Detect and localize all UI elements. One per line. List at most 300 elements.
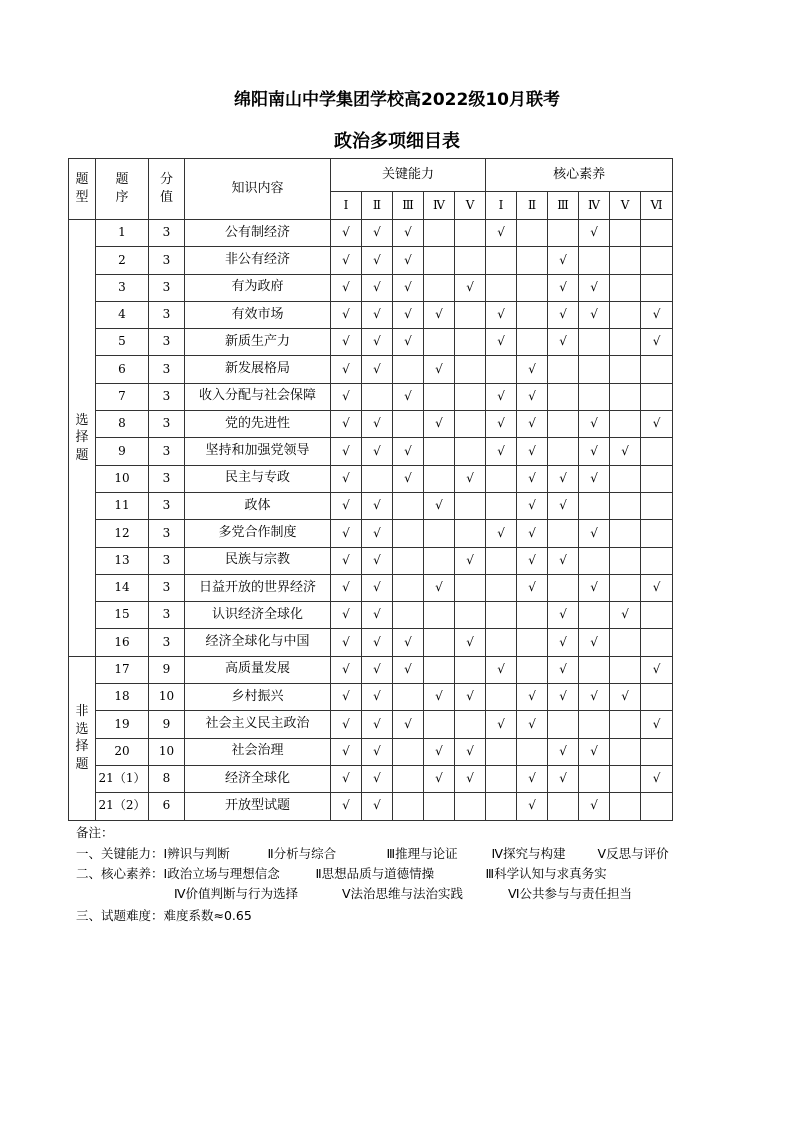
check-mark: √ — [641, 656, 673, 683]
empty-cell — [579, 547, 610, 574]
empty-cell — [610, 329, 641, 356]
check-mark: √ — [548, 547, 579, 574]
empty-cell — [393, 411, 424, 438]
check-mark: √ — [579, 574, 610, 601]
empty-cell — [455, 492, 486, 519]
table-row — [69, 492, 673, 519]
row-content: 新发展格局 — [185, 356, 331, 383]
row-seq: 4 — [96, 301, 149, 328]
check-mark: √ — [331, 383, 362, 410]
check-mark: √ — [548, 684, 579, 711]
row-content: 有效市场 — [185, 301, 331, 328]
empty-cell — [424, 793, 455, 820]
empty-cell — [610, 247, 641, 274]
row-score: 3 — [149, 492, 185, 519]
check-mark: √ — [424, 684, 455, 711]
check-mark: √ — [548, 765, 579, 792]
row-score: 3 — [149, 438, 185, 465]
ability-item-5: Ⅴ反思与评价 — [597, 846, 669, 861]
row-seq: 21（1） — [96, 765, 149, 792]
empty-cell — [641, 602, 673, 629]
group-label: 非选择题 — [69, 656, 96, 820]
empty-cell — [548, 220, 579, 247]
check-mark: √ — [455, 547, 486, 574]
row-seq: 11 — [96, 492, 149, 519]
check-mark: √ — [331, 247, 362, 274]
check-mark: √ — [362, 602, 393, 629]
check-mark: √ — [424, 356, 455, 383]
empty-cell — [517, 656, 548, 683]
check-mark: √ — [517, 411, 548, 438]
check-mark: √ — [641, 301, 673, 328]
check-mark: √ — [517, 574, 548, 601]
check-mark: √ — [455, 274, 486, 301]
empty-cell — [548, 356, 579, 383]
check-mark: √ — [548, 656, 579, 683]
check-mark: √ — [517, 465, 548, 492]
check-mark: √ — [424, 738, 455, 765]
table-row — [69, 247, 673, 274]
row-content: 非公有经济 — [185, 247, 331, 274]
check-mark: √ — [393, 274, 424, 301]
table-row — [69, 465, 673, 492]
table-row — [69, 220, 673, 247]
notes-difficulty: 三、试题难度：难度系数≈0.65 — [76, 908, 252, 923]
empty-cell — [393, 520, 424, 547]
table-row — [69, 547, 673, 574]
check-mark: √ — [579, 465, 610, 492]
row-content: 经济全球化与中国 — [185, 629, 331, 656]
empty-cell — [548, 711, 579, 738]
row-content: 开放型试题 — [185, 793, 331, 820]
empty-cell — [579, 711, 610, 738]
check-mark: √ — [579, 301, 610, 328]
empty-cell — [393, 492, 424, 519]
empty-cell — [424, 711, 455, 738]
check-mark: √ — [362, 765, 393, 792]
row-seq: 19 — [96, 711, 149, 738]
row-content: 坚持和加强党领导 — [185, 438, 331, 465]
row-content: 经济全球化 — [185, 765, 331, 792]
empty-cell — [579, 247, 610, 274]
empty-cell — [424, 547, 455, 574]
ability-col-2: Ⅱ — [362, 192, 393, 220]
row-seq: 1 — [96, 220, 149, 247]
row-score: 3 — [149, 574, 185, 601]
empty-cell — [548, 520, 579, 547]
check-mark: √ — [362, 247, 393, 274]
ability-item-1: Ⅰ辨识与判断 — [163, 846, 230, 861]
row-content: 民主与专政 — [185, 465, 331, 492]
empty-cell — [641, 465, 673, 492]
table-row — [69, 329, 673, 356]
check-mark: √ — [362, 356, 393, 383]
check-mark: √ — [362, 738, 393, 765]
empty-cell — [610, 383, 641, 410]
row-seq: 21（2） — [96, 793, 149, 820]
row-content: 高质量发展 — [185, 656, 331, 683]
row-content: 民族与宗教 — [185, 547, 331, 574]
empty-cell — [486, 492, 517, 519]
empty-cell — [579, 356, 610, 383]
empty-cell — [455, 520, 486, 547]
empty-cell — [641, 738, 673, 765]
empty-cell — [424, 465, 455, 492]
empty-cell — [548, 411, 579, 438]
check-mark: √ — [331, 520, 362, 547]
empty-cell — [548, 383, 579, 410]
group-label: 选择题 — [69, 220, 96, 657]
empty-cell — [393, 765, 424, 792]
empty-cell — [424, 656, 455, 683]
empty-cell — [393, 738, 424, 765]
empty-cell — [517, 329, 548, 356]
check-mark: √ — [455, 738, 486, 765]
check-mark: √ — [362, 629, 393, 656]
header-seq: 题序 — [96, 159, 149, 220]
check-mark: √ — [641, 574, 673, 601]
empty-cell — [393, 793, 424, 820]
empty-cell — [455, 329, 486, 356]
check-mark: √ — [579, 438, 610, 465]
empty-cell — [455, 438, 486, 465]
literacy-col-3: Ⅲ — [548, 192, 579, 220]
empty-cell — [610, 656, 641, 683]
row-content: 认识经济全球化 — [185, 602, 331, 629]
check-mark: √ — [610, 438, 641, 465]
check-mark: √ — [486, 711, 517, 738]
row-score: 10 — [149, 738, 185, 765]
check-mark: √ — [455, 629, 486, 656]
check-mark: √ — [424, 492, 455, 519]
check-mark: √ — [362, 711, 393, 738]
empty-cell — [455, 356, 486, 383]
check-mark: √ — [517, 438, 548, 465]
table-row — [69, 520, 673, 547]
check-mark: √ — [362, 329, 393, 356]
check-mark: √ — [362, 684, 393, 711]
check-mark: √ — [517, 765, 548, 792]
empty-cell — [424, 383, 455, 410]
empty-cell — [641, 520, 673, 547]
notes-literacy — [76, 864, 607, 882]
empty-cell — [610, 793, 641, 820]
check-mark: √ — [362, 574, 393, 601]
literacy-col-1: Ⅰ — [486, 192, 517, 220]
literacy-item-2: Ⅱ思想品质与道德情操 — [315, 866, 435, 881]
row-score: 3 — [149, 247, 185, 274]
row-content: 收入分配与社会保障 — [185, 383, 331, 410]
empty-cell — [610, 629, 641, 656]
row-score: 3 — [149, 356, 185, 383]
notes-label: 备注： — [76, 825, 114, 840]
row-score: 9 — [149, 656, 185, 683]
check-mark: √ — [486, 301, 517, 328]
check-mark: √ — [362, 547, 393, 574]
check-mark: √ — [362, 411, 393, 438]
check-mark: √ — [331, 711, 362, 738]
row-score: 3 — [149, 220, 185, 247]
row-content: 有为政府 — [185, 274, 331, 301]
empty-cell — [579, 492, 610, 519]
row-seq: 8 — [96, 411, 149, 438]
empty-cell — [517, 274, 548, 301]
table-row — [69, 738, 673, 765]
empty-cell — [424, 438, 455, 465]
check-mark: √ — [331, 274, 362, 301]
check-mark: √ — [393, 711, 424, 738]
row-seq: 2 — [96, 247, 149, 274]
check-mark: √ — [455, 765, 486, 792]
header-score: 分值 — [149, 159, 185, 220]
check-mark: √ — [362, 656, 393, 683]
check-mark: √ — [517, 684, 548, 711]
check-mark: √ — [331, 765, 362, 792]
empty-cell — [641, 629, 673, 656]
empty-cell — [610, 492, 641, 519]
check-mark: √ — [517, 356, 548, 383]
empty-cell — [610, 574, 641, 601]
empty-cell — [641, 247, 673, 274]
document-subtitle: 政治多项细目表 — [334, 131, 460, 152]
row-score: 3 — [149, 520, 185, 547]
row-content: 社会主义民主政治 — [185, 711, 331, 738]
check-mark: √ — [393, 220, 424, 247]
empty-cell — [517, 247, 548, 274]
check-mark: √ — [517, 520, 548, 547]
row-seq: 17 — [96, 656, 149, 683]
check-mark: √ — [393, 465, 424, 492]
empty-cell — [641, 438, 673, 465]
literacy-item-3: Ⅲ科学认知与求真务实 — [485, 866, 607, 881]
check-mark: √ — [548, 602, 579, 629]
empty-cell — [455, 220, 486, 247]
check-mark: √ — [331, 738, 362, 765]
empty-cell — [548, 793, 579, 820]
row-score: 3 — [149, 411, 185, 438]
row-seq: 13 — [96, 547, 149, 574]
check-mark: √ — [393, 247, 424, 274]
check-mark: √ — [579, 411, 610, 438]
empty-cell — [610, 301, 641, 328]
check-mark: √ — [486, 383, 517, 410]
check-mark: √ — [362, 793, 393, 820]
check-mark: √ — [362, 274, 393, 301]
check-mark: √ — [331, 356, 362, 383]
row-content: 新质生产力 — [185, 329, 331, 356]
row-seq: 20 — [96, 738, 149, 765]
notes-literacy-cont — [174, 884, 632, 902]
empty-cell — [486, 274, 517, 301]
empty-cell — [610, 356, 641, 383]
row-content: 政体 — [185, 492, 331, 519]
check-mark: √ — [393, 438, 424, 465]
empty-cell — [424, 247, 455, 274]
table-row — [69, 383, 673, 410]
table-row — [69, 684, 673, 711]
empty-cell — [486, 465, 517, 492]
empty-cell — [424, 274, 455, 301]
empty-cell — [455, 301, 486, 328]
empty-cell — [486, 247, 517, 274]
notes-ability-label: 一、关键能力： — [76, 846, 164, 861]
table-row — [69, 301, 673, 328]
empty-cell — [486, 629, 517, 656]
row-content: 公有制经济 — [185, 220, 331, 247]
check-mark: √ — [517, 492, 548, 519]
empty-cell — [641, 274, 673, 301]
row-seq: 6 — [96, 356, 149, 383]
empty-cell — [393, 602, 424, 629]
check-mark: √ — [548, 274, 579, 301]
check-mark: √ — [641, 765, 673, 792]
empty-cell — [455, 247, 486, 274]
empty-cell — [486, 547, 517, 574]
check-mark: √ — [393, 383, 424, 410]
empty-cell — [393, 356, 424, 383]
check-mark: √ — [424, 411, 455, 438]
row-seq: 12 — [96, 520, 149, 547]
empty-cell — [486, 574, 517, 601]
empty-cell — [610, 520, 641, 547]
table-row — [69, 765, 673, 792]
empty-cell — [393, 547, 424, 574]
empty-cell — [610, 711, 641, 738]
literacy-col-2: Ⅱ — [517, 192, 548, 220]
empty-cell — [579, 765, 610, 792]
empty-cell — [610, 274, 641, 301]
check-mark: √ — [362, 492, 393, 519]
check-mark: √ — [579, 220, 610, 247]
notes-ability — [76, 844, 669, 862]
check-mark: √ — [331, 684, 362, 711]
check-mark: √ — [331, 329, 362, 356]
ability-col-5: Ⅴ — [455, 192, 486, 220]
literacy-item-5: Ⅴ法治思维与法治实践 — [342, 886, 464, 901]
table-row — [69, 356, 673, 383]
check-mark: √ — [548, 301, 579, 328]
table-row — [69, 574, 673, 601]
ability-col-3: Ⅲ — [393, 192, 424, 220]
row-score: 3 — [149, 629, 185, 656]
empty-cell — [424, 220, 455, 247]
check-mark: √ — [331, 547, 362, 574]
check-mark: √ — [641, 329, 673, 356]
check-mark: √ — [331, 301, 362, 328]
row-score: 3 — [149, 274, 185, 301]
literacy-item-6: Ⅵ公共参与与责任担当 — [508, 886, 633, 901]
check-mark: √ — [424, 301, 455, 328]
check-mark: √ — [424, 765, 455, 792]
ability-item-3: Ⅲ推理与论证 — [386, 846, 458, 861]
row-seq: 16 — [96, 629, 149, 656]
check-mark: √ — [548, 629, 579, 656]
table-row — [69, 711, 673, 738]
empty-cell — [641, 793, 673, 820]
empty-cell — [486, 738, 517, 765]
row-seq: 15 — [96, 602, 149, 629]
header-core-literacy: 核心素养 — [486, 159, 673, 192]
empty-cell — [424, 329, 455, 356]
empty-cell — [455, 656, 486, 683]
empty-cell — [455, 411, 486, 438]
check-mark: √ — [362, 438, 393, 465]
empty-cell — [455, 383, 486, 410]
row-score: 3 — [149, 329, 185, 356]
check-mark: √ — [579, 629, 610, 656]
ability-item-4: Ⅳ探究与构建 — [491, 846, 566, 861]
header-type: 题型 — [69, 159, 96, 220]
literacy-col-5: Ⅴ — [610, 192, 641, 220]
check-mark: √ — [331, 602, 362, 629]
check-mark: √ — [641, 711, 673, 738]
check-mark: √ — [455, 684, 486, 711]
check-mark: √ — [393, 629, 424, 656]
empty-cell — [548, 438, 579, 465]
literacy-item-1: Ⅰ政治立场与理想信念 — [163, 866, 280, 881]
check-mark: √ — [517, 383, 548, 410]
empty-cell — [455, 602, 486, 629]
check-mark: √ — [331, 492, 362, 519]
empty-cell — [610, 547, 641, 574]
ability-item-2: Ⅱ分析与综合 — [267, 846, 337, 861]
check-mark: √ — [424, 574, 455, 601]
row-score: 6 — [149, 793, 185, 820]
row-seq: 14 — [96, 574, 149, 601]
check-mark: √ — [362, 301, 393, 328]
check-mark: √ — [548, 247, 579, 274]
check-mark: √ — [486, 329, 517, 356]
literacy-item-4: Ⅳ价值判断与行为选择 — [174, 886, 299, 901]
row-content: 党的先进性 — [185, 411, 331, 438]
row-content: 日益开放的世界经济 — [185, 574, 331, 601]
check-mark: √ — [610, 602, 641, 629]
check-mark: √ — [579, 738, 610, 765]
empty-cell — [486, 684, 517, 711]
row-content: 乡村振兴 — [185, 684, 331, 711]
check-mark: √ — [548, 329, 579, 356]
check-mark: √ — [362, 220, 393, 247]
empty-cell — [641, 356, 673, 383]
empty-cell — [486, 602, 517, 629]
header-key-ability: 关键能力 — [331, 159, 486, 192]
row-score: 3 — [149, 547, 185, 574]
row-score: 3 — [149, 465, 185, 492]
row-content: 多党合作制度 — [185, 520, 331, 547]
check-mark: √ — [331, 574, 362, 601]
empty-cell — [517, 301, 548, 328]
check-mark: √ — [486, 411, 517, 438]
check-mark: √ — [331, 220, 362, 247]
notes-literacy-label: 二、核心素养： — [76, 866, 164, 881]
check-mark: √ — [486, 220, 517, 247]
row-seq: 18 — [96, 684, 149, 711]
empty-cell — [641, 383, 673, 410]
check-mark: √ — [579, 274, 610, 301]
ability-col-4: Ⅳ — [424, 192, 455, 220]
empty-cell — [579, 602, 610, 629]
empty-cell — [579, 383, 610, 410]
empty-cell — [486, 356, 517, 383]
check-mark: √ — [393, 301, 424, 328]
ability-col-1: Ⅰ — [331, 192, 362, 220]
check-mark: √ — [641, 411, 673, 438]
literacy-col-6: Ⅵ — [641, 192, 673, 220]
empty-cell — [610, 220, 641, 247]
empty-cell — [610, 738, 641, 765]
check-mark: √ — [548, 465, 579, 492]
check-mark: √ — [331, 793, 362, 820]
